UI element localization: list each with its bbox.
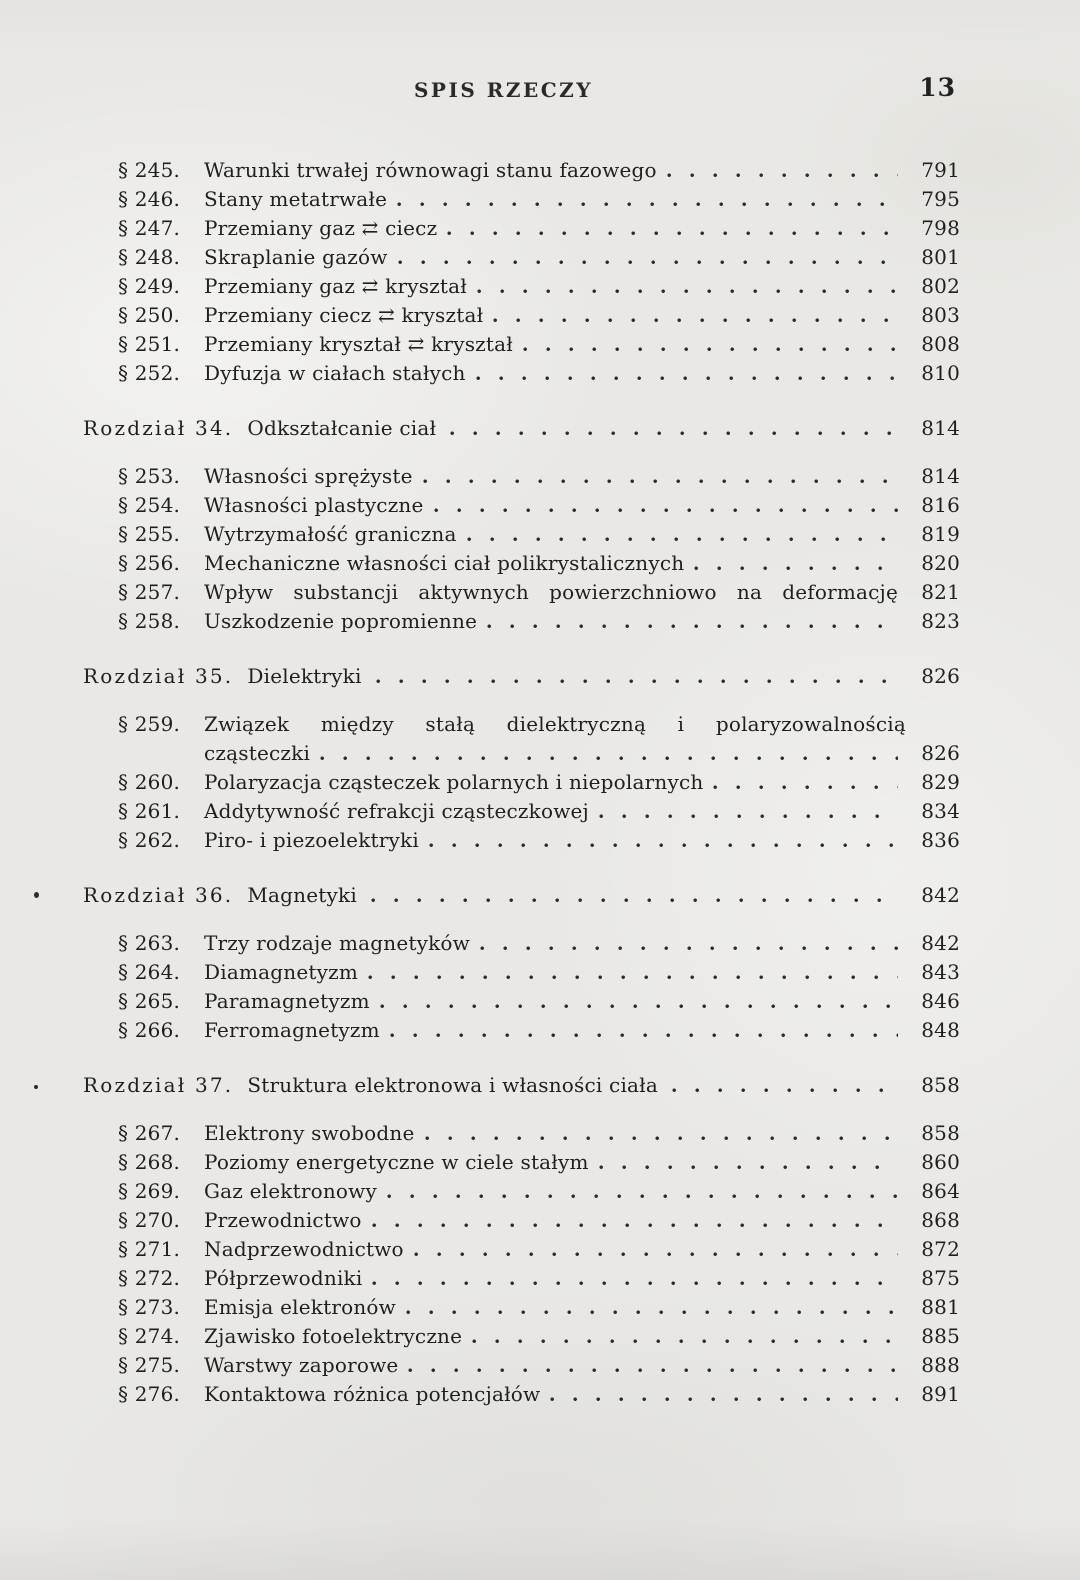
chapter-title: Struktura elektronowa i własności ciała — [247, 1073, 658, 1097]
chapter-page-number: 826 — [921, 664, 960, 688]
toc-entry-row — [83, 520, 960, 549]
entry-page-number: 801 — [921, 245, 960, 269]
entry-page-number: 821 — [921, 580, 960, 604]
dot-leader — [434, 491, 898, 520]
entry-number: § 245. — [118, 158, 181, 182]
entry-number: § 271. — [118, 1237, 181, 1261]
toc-entry-row — [83, 768, 960, 797]
toc-chapter-row — [83, 662, 960, 691]
entry-title: Elektrony swobodne — [204, 1121, 415, 1145]
entry-page-number: 820 — [921, 551, 960, 575]
entry-title: Emisja elektronów — [204, 1295, 396, 1319]
entry-number: § 267. — [118, 1121, 181, 1145]
dot-leader — [397, 185, 898, 214]
entry-page-number: 803 — [921, 303, 960, 327]
entry-page-number: 888 — [921, 1353, 960, 1377]
entry-page-number: 858 — [921, 1121, 960, 1145]
dot-leader — [672, 1071, 898, 1100]
entry-page-number: 808 — [921, 332, 960, 356]
toc-entry-row — [83, 185, 960, 214]
entry-number: § 254. — [118, 493, 181, 517]
entry-page-number: 834 — [921, 799, 960, 823]
entry-title-continuation: cząsteczki — [204, 741, 311, 765]
dot-leader — [477, 272, 898, 301]
toc-entry-row — [83, 958, 960, 987]
toc-entry-row — [83, 330, 960, 359]
toc-entry-row — [83, 1206, 960, 1235]
entry-page-number: 891 — [921, 1382, 960, 1406]
toc-entry-row — [83, 710, 960, 739]
chapter-label: Rozdział 35. — [83, 664, 234, 688]
entry-title: Polaryzacja cząsteczek polarnych i niepolarnych — [204, 770, 704, 794]
toc-entry-row — [83, 156, 960, 185]
dot-leader — [550, 1380, 898, 1409]
entry-title: Trzy rodzaje magnetyków — [204, 931, 470, 955]
entry-title: Skraplanie gazów — [204, 245, 388, 269]
dot-leader — [414, 1235, 898, 1264]
entry-title: Zjawisko fotoelektryczne — [204, 1324, 463, 1348]
entry-number: § 276. — [118, 1382, 181, 1406]
entry-page-number: 848 — [921, 1018, 960, 1042]
entry-title: Warstwy zaporowe — [204, 1353, 399, 1377]
entry-number: § 269. — [118, 1179, 181, 1203]
toc-entry-row — [83, 301, 960, 330]
toc-entry-row — [83, 549, 960, 578]
dot-leader — [667, 156, 898, 185]
dot-leader — [480, 929, 898, 958]
entry-page-number: 872 — [921, 1237, 960, 1261]
dot-leader — [713, 768, 898, 797]
print-speck-mark — [34, 892, 39, 898]
dot-leader — [387, 1177, 898, 1206]
entry-page-number: 810 — [921, 361, 960, 385]
dot-leader — [372, 1264, 898, 1293]
toc-chapter-row — [83, 414, 960, 443]
chapter-label: Rozdział 37. — [83, 1073, 234, 1097]
toc-entry-row — [83, 243, 960, 272]
entry-title: Dyfuzja w ciałach stałych — [204, 361, 466, 385]
dot-leader — [447, 214, 898, 243]
print-speck-mark — [34, 1085, 38, 1089]
entry-title: Paramagnetyzm — [204, 989, 370, 1013]
entry-title: Związek między stałą dielektryczną i polaryzowalnością — [204, 712, 906, 736]
dot-leader — [429, 826, 898, 855]
entry-number: § 253. — [118, 464, 181, 488]
page-content — [83, 73, 960, 1409]
chapter-title: Odkształcanie ciał — [247, 416, 437, 440]
dot-leader — [320, 739, 898, 768]
entry-number: § 248. — [118, 245, 181, 269]
dot-leader — [368, 958, 898, 987]
entry-number: § 247. — [118, 216, 181, 240]
entry-number: § 275. — [118, 1353, 181, 1377]
toc-entry-continuation-row — [83, 739, 960, 768]
entry-title: Stany metatrwałe — [204, 187, 388, 211]
entry-number: § 258. — [118, 609, 181, 633]
entry-number: § 251. — [118, 332, 181, 356]
entry-number: § 246. — [118, 187, 181, 211]
entry-page-number: 860 — [921, 1150, 960, 1174]
entry-number: § 274. — [118, 1324, 181, 1348]
dot-leader — [425, 1119, 898, 1148]
entry-number: § 262. — [118, 828, 181, 852]
entry-number: § 256. — [118, 551, 181, 575]
running-header — [83, 73, 960, 108]
dot-leader — [467, 520, 898, 549]
entry-page-number: 842 — [921, 931, 960, 955]
entry-page-number: 885 — [921, 1324, 960, 1348]
entry-title: Piro- i piezoelektryki — [204, 828, 419, 852]
entry-page-number: 846 — [921, 989, 960, 1013]
dot-leader — [487, 607, 898, 636]
entry-title: Przemiany ciecz ⇄ kryształ — [204, 303, 484, 327]
dot-leader — [599, 1148, 898, 1177]
entry-number: § 265. — [118, 989, 181, 1013]
entry-number: § 270. — [118, 1208, 181, 1232]
entry-number: § 263. — [118, 931, 181, 955]
toc-entry-row — [83, 1016, 960, 1045]
entry-number: § 257. — [118, 580, 181, 604]
toc-entry-row — [83, 1235, 960, 1264]
entry-title: Przewodnictwo — [204, 1208, 362, 1232]
entry-page-number: 798 — [921, 216, 960, 240]
dot-leader — [390, 1016, 898, 1045]
entry-title: Gaz elektronowy — [204, 1179, 377, 1203]
entry-title: Własności plastyczne — [204, 493, 424, 517]
dot-leader — [380, 987, 898, 1016]
entry-page-number: 826 — [921, 741, 960, 765]
entry-page-number: 814 — [921, 464, 960, 488]
entry-page-number: 823 — [921, 609, 960, 633]
toc-entry-row — [83, 1380, 960, 1409]
entry-page-number: 829 — [921, 770, 960, 794]
entry-page-number: 802 — [921, 274, 960, 298]
entry-title: Uszkodzenie popromienne — [204, 609, 478, 633]
toc-chapter-row — [83, 881, 960, 910]
entry-number: § 260. — [118, 770, 181, 794]
entry-title: Własności sprężyste — [204, 464, 413, 488]
entry-number: § 266. — [118, 1018, 181, 1042]
chapter-page-number: 858 — [921, 1073, 960, 1097]
toc-entry-row — [83, 1322, 960, 1351]
page-number: 13 — [919, 73, 956, 102]
entry-number: § 255. — [118, 522, 181, 546]
dot-leader — [398, 243, 898, 272]
dot-leader — [599, 797, 898, 826]
entry-title: Przemiany gaz ⇄ ciecz — [204, 216, 438, 240]
entry-number: § 264. — [118, 960, 181, 984]
entry-page-number: 791 — [921, 158, 960, 182]
entry-title: Addytywność refrakcji cząsteczkowej — [204, 799, 589, 823]
entry-number: § 273. — [118, 1295, 181, 1319]
page-title: SPIS RZECZY — [413, 78, 593, 102]
chapter-title: Magnetyki — [247, 883, 357, 907]
toc-entry-row — [83, 607, 960, 636]
entry-title: Poziomy energetyczne w ciele stałym — [204, 1150, 589, 1174]
toc-entry-row — [83, 272, 960, 301]
dot-leader — [523, 330, 898, 359]
dot-leader — [372, 1206, 898, 1235]
chapter-page-number: 842 — [921, 883, 960, 907]
entry-title: Półprzewodniki — [204, 1266, 363, 1290]
toc-chapter-row — [83, 1071, 960, 1100]
toc-entry-row — [83, 1119, 960, 1148]
entry-page-number: 795 — [921, 187, 960, 211]
toc-entry-row — [83, 491, 960, 520]
toc-entry-row — [83, 578, 960, 607]
toc-entry-row — [83, 797, 960, 826]
toc-entry-row — [83, 1264, 960, 1293]
dot-leader — [408, 1351, 898, 1380]
entry-title: Przemiany gaz ⇄ kryształ — [204, 274, 467, 298]
entry-title: Warunki trwałej równowagi stanu fazowego — [204, 158, 657, 182]
toc-entry-row — [83, 214, 960, 243]
dot-leader — [476, 359, 898, 388]
entry-number: § 250. — [118, 303, 181, 327]
toc-entry-row — [83, 1148, 960, 1177]
entry-title: Kontaktowa różnica potencjałów — [204, 1382, 541, 1406]
entry-page-number: 864 — [921, 1179, 960, 1203]
entry-page-number: 816 — [921, 493, 960, 517]
entry-title: Wytrzymałość graniczna — [204, 522, 457, 546]
toc-entry-row — [83, 826, 960, 855]
entry-title: Nadprzewodnictwo — [204, 1237, 404, 1261]
dot-leader — [694, 549, 898, 578]
chapter-title: Dielektryki — [247, 664, 362, 688]
dot-leader — [376, 662, 898, 691]
dot-leader — [423, 462, 898, 491]
entry-number: § 259. — [118, 712, 181, 736]
entry-number: § 249. — [118, 274, 181, 298]
toc-entry-row — [83, 359, 960, 388]
chapter-label: Rozdział 34. — [83, 416, 234, 440]
entry-page-number: 843 — [921, 960, 960, 984]
dot-leader — [406, 1293, 898, 1322]
toc-entry-row — [83, 462, 960, 491]
toc-entry-row — [83, 1351, 960, 1380]
entry-title: Mechaniczne własności ciał polikrystalicznych — [204, 551, 685, 575]
toc-list — [83, 156, 960, 1409]
entry-page-number: 875 — [921, 1266, 960, 1290]
entry-page-number: 881 — [921, 1295, 960, 1319]
chapter-label: Rozdział 36. — [83, 883, 234, 907]
entry-number: § 252. — [118, 361, 181, 385]
entry-number: § 268. — [118, 1150, 181, 1174]
toc-entry-row — [83, 987, 960, 1016]
entry-page-number: 836 — [921, 828, 960, 852]
entry-page-number: 819 — [921, 522, 960, 546]
entry-title: Wpływ substancji aktywnych powierzchniowo na deformację — [204, 580, 898, 604]
entry-title: Przemiany kryształ ⇄ kryształ — [204, 332, 513, 356]
entry-title: Diamagnetyzm — [204, 960, 359, 984]
toc-entry-row — [83, 1177, 960, 1206]
entry-page-number: 868 — [921, 1208, 960, 1232]
entry-title: Ferromagnetyzm — [204, 1018, 380, 1042]
chapter-page-number: 814 — [921, 416, 960, 440]
entry-number: § 272. — [118, 1266, 181, 1290]
dot-leader — [450, 414, 898, 443]
dot-leader — [472, 1322, 898, 1351]
dot-leader — [493, 301, 898, 330]
toc-entry-row — [83, 1293, 960, 1322]
toc-entry-row — [83, 929, 960, 958]
entry-number: § 261. — [118, 799, 181, 823]
dot-leader — [371, 881, 898, 910]
